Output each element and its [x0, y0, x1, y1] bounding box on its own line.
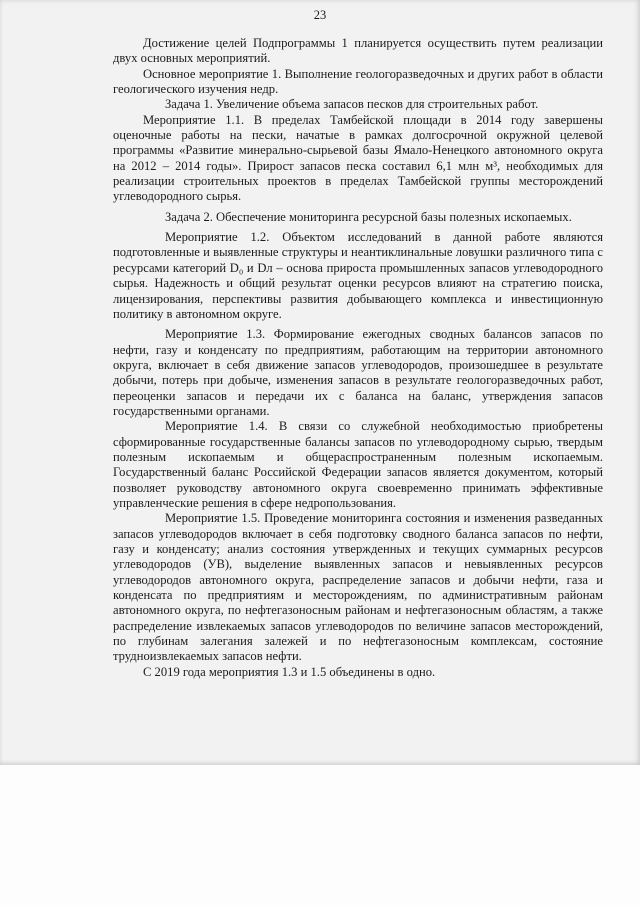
paragraph-task-1: Задача 1. Увеличение объема запасов песков для строительных работ. [165, 97, 539, 112]
paragraph-activity-1-3: Мероприятие 1.3. Формирование ежегодных сводных балансов запасов по нефти, газу и конденсату по предприятиям, работающим на территории автономного округа, включает в себя движение запасов углеводородов, произошедшее в результате добычи, потерь при добыче, изменения запасов в результате геологоразведочных работ, переоценки запасов и передачи их с баланса на баланс, утверждения запасов государственными органами. [113, 327, 603, 418]
paragraph-main-activity: Основное мероприятие 1. Выполнение геологоразведочных и других работ в области геологического изучения недр. [113, 66, 603, 97]
paragraph-activity-1-1: Мероприятие 1.1. В пределах Тамбейской площади в 2014 году завершены оценочные работы на пески, начатые в рамках долгосрочной окружной целевой программы «Развитие минерально-сырьевой базы Ямало-Ненецкого автономного округа на 2012 – 2014 годы». Прирост запасов песка составил 6,1 млн м³, необходимых для реализации строительных проектов в пределах Тамбейской группы месторождений углеводородного сырья. [113, 112, 603, 204]
page-background [0, 765, 640, 905]
paragraph-conclusion: С 2019 года мероприятия 1.3 и 1.5 объединены в одно. [143, 664, 436, 679]
paragraph-activity-1-5: Мероприятие 1.5. Проведение мониторинга состояния и изменения разведанных запасов углеводородов включает в себя подготовку сводного баланса запасов по нефти, газу и конденсату; анализ состояния утвержденных и текущих суммарных ресурсов углеводородов (УВ), выделение выявленных запасов и невыявленных ресурсов углеводородов автономного округа, распределение запасов и добычи нефти, газа и конденсата по предприятиям и месторождениям, по административным районам автономного округа, по нефтегазоносным районам и нефтегазоносным областям, а также распределение извлекаемых запасов углеводородов по величине запасов месторождений, по глубинам залегания залежей и по нефтегазоносным комплексам, состояние трудноизвлекаемых запасов нефти. [113, 511, 603, 664]
document-body [113, 36, 603, 680]
paragraph-task-2: Задача 2. Обеспечение мониторинга ресурсной базы полезных ископаемых. [165, 209, 572, 224]
paragraph-intro: Достижение целей Подпрограммы 1 планируется осуществить путем реализации двух основных мероприятий. [113, 36, 603, 66]
paragraph-activity-1-4: Мероприятие 1.4. В связи со служебной необходимостью приобретены сформированные государственные балансы запасов по углеводородному сырью, твердым полезным ископаемым и общераспространенным полезным ископаемым. Государственный баланс Российской Федерации запасов является документом, который позволяет руководству автономного округа своевременно принимать эффективные управленческие решения в сфере недропользования. [113, 419, 603, 510]
page-number: 23 [313, 8, 327, 22]
paragraph-activity-1-2: Мероприятие 1.2. Объектом исследований в данной работе являются подготовленные и выявленные структуры и неантиклинальные ловушки различного типа с ресурсами категорий D₀ и Dл – основа прироста промышленных запасов углеводородного сырья. Надежность и общий результат оценки ресурсов влияют на стратегию поиска, лицензирования, перспективы развития добывающего комплекса и инвестиционную политику в автономном округе. [113, 230, 603, 321]
